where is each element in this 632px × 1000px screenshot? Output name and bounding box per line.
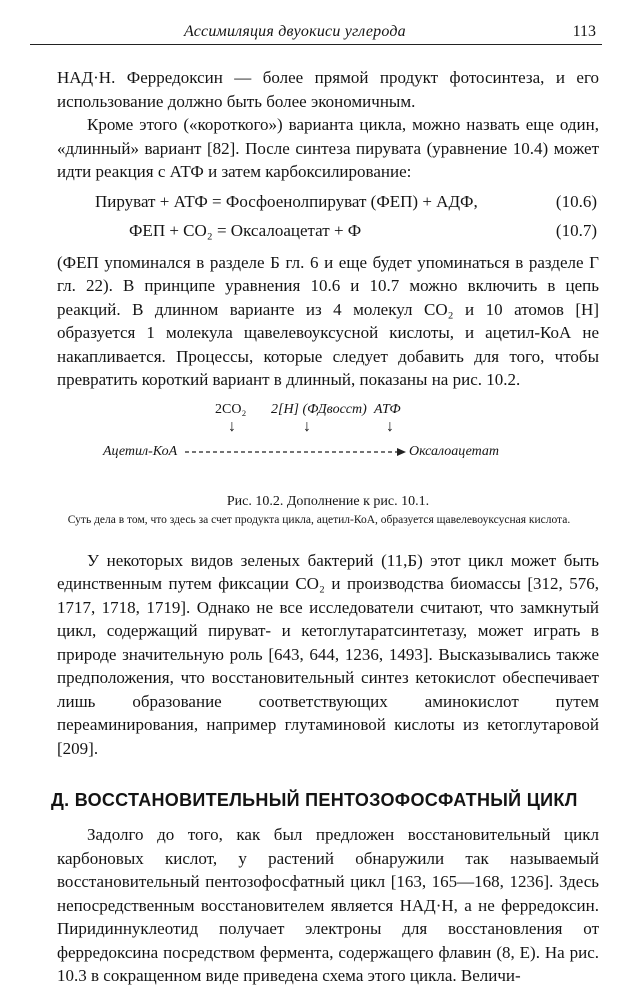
down-arrow-icon: ↓ — [386, 417, 394, 435]
paragraph-5: Задолго до того, как был предложен восстановительный цикл карбоновых кислот, у растений обнаружили так называемый восстановительный пентозофосфатный цикл [163, 165—168, 1236]. Здесь непосредственным восстановителем является НАД·Н, а не ферредоксин. Пиридиннуклеотид получает электроны для восстановления от ферредоксина посредством фермента, содержащего флавин (8, Е). На рис. 10.3 в сокращенном виде приведена схема этого цикла. Величи- — [57, 825, 599, 985]
input-hydrogen-label: 2[H] (ФДвосст) — [271, 401, 367, 417]
paragraph-3: (ФЕП упоминался в разделе Б гл. 6 и еще будет упоминаться в разделе Г гл. 22). В принципе уравнения 10.6 и 10.7 можно включить в цепь реакций. В длинном варианте из 4 молекул CO₂ и 10 атомов [Н] образуется 1 молекула щавелевоуксусной кислоты, и ацетил-КоА не накапливается. Процессы, которые следует добавить для того, чтобы превратить короткий вариант в длинный, показаны на рис. 10.2. — [57, 252, 599, 389]
figure-caption-title: Рис. 10.2. Дополнение к рис. 10.1. — [226, 493, 430, 509]
paragraph-4: У некоторых видов зеленых бактерий (11,Б) этот цикл может быть единственным путем фиксации CO₂ и производства биомассы [312, 576, 1717, 1718, 1719]. Однако не все исследователи считают, что замкнутый цикл, содержащий пируват- и кетоглутаратсинтетазу, может играть в природе значительную роль [643, 644, 1236, 1493]. Высказывались также предположения, что восстановительный синтез кетокислот обеспечивает лишь образование соответствующих аминокислот путем переаминирования, например глутаминовой кислоты из кетоглутаровой [209]. — [57, 550, 599, 758]
down-arrow-icon: ↓ — [228, 417, 236, 435]
figure-10-2-scheme — [57, 398, 599, 484]
equation-number: (10.6) — [555, 191, 597, 211]
acetyl-coa-label: Ацетил-КоА — [103, 443, 178, 459]
running-title: Ассимиляция двуокиси углерода — [184, 23, 406, 40]
figure-caption-note: Суть дела в том, что здесь за счет продукта цикла, ацетил-КоА, образуется щавелевоуксусная кислота. — [67, 513, 571, 526]
down-arrow-icon: ↓ — [303, 417, 311, 435]
running-header — [30, 10, 602, 45]
equation-text: Пируват + АТФ = Фосфоенолпируват (ФЕП) + АДФ, — [95, 191, 478, 211]
arrowhead-icon — [397, 448, 406, 456]
oxaloacetate-label: Оксалоацетат — [409, 443, 500, 459]
input-co2-label: 2CO₂ — [215, 401, 247, 417]
section-heading: Д. ВОССТАНОВИТЕЛЬНЫЙ ПЕНТОЗОФОСФАТНЫЙ ЦИКЛ — [51, 790, 578, 810]
text-body — [51, 66, 599, 988]
input-atp-label: АТФ — [374, 401, 401, 417]
page-number: 113 — [572, 23, 596, 40]
reaction-arrow — [185, 444, 407, 460]
equation-10-6 — [57, 189, 599, 218]
paragraph-2: Кроме этого («короткого») варианта цикла, можно назвать еще один, «длинный» вариант [82]. После синтеза пирувата (уравнение 10.4) может идти реакция с АТФ и затем карбоксилирование: — [57, 115, 599, 181]
equation-block — [57, 189, 599, 247]
equation-number: (10.7) — [555, 220, 597, 240]
equation-10-7 — [57, 218, 599, 247]
paragraph-1: НАД·Н. Ферредоксин — более прямой продукт фотосинтеза, и его использование должно быть более экономичным. — [57, 68, 599, 111]
equation-text: ФЕП + CO₂ = Оксалоацетат + Ф — [129, 220, 362, 240]
